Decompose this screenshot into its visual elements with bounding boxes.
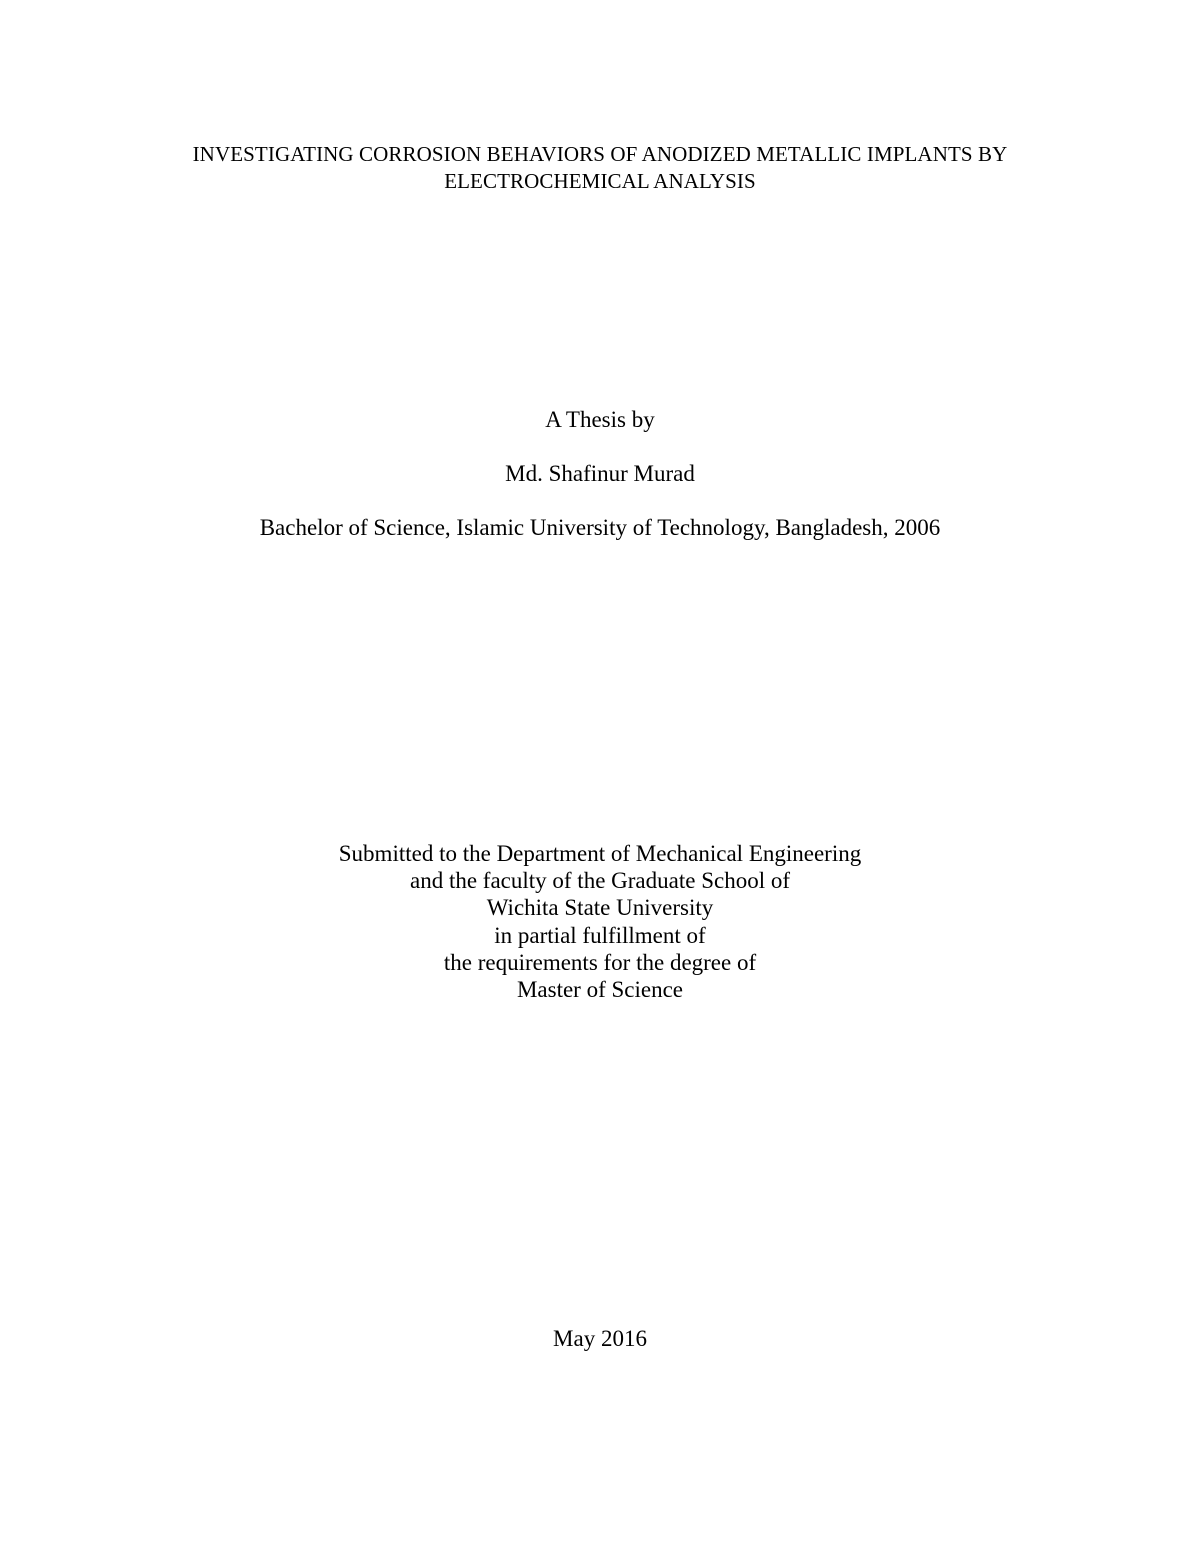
thesis-title-line-2: ELECTROCHEMICAL ANALYSIS <box>444 169 756 193</box>
prior-degree: Bachelor of Science, Islamic University of Technology, Bangladesh, 2006 <box>259 515 941 540</box>
thesis-title-line-1: INVESTIGATING CORROSION BEHAVIORS OF ANODIZED METALLIC IMPLANTS BY <box>192 142 1008 166</box>
author-name: Md. Shafinur Murad <box>505 461 695 486</box>
submission-line-4: in partial fulfillment of <box>494 922 706 948</box>
submission-statement <box>0 840 1200 1003</box>
thesis-by-label: A Thesis by <box>545 407 655 432</box>
submission-line-2: and the faculty of the Graduate School of <box>409 868 790 894</box>
thesis-title <box>0 141 1200 195</box>
submission-line-1: Submitted to the Department of Mechanical Engineering <box>338 841 862 866</box>
submission-line-5: the requirements for the degree of <box>443 949 757 975</box>
submission-line-3: Wichita State University <box>486 895 714 921</box>
submission-date: May 2016 <box>553 1326 647 1351</box>
submission-line-6: Master of Science <box>516 977 684 1003</box>
